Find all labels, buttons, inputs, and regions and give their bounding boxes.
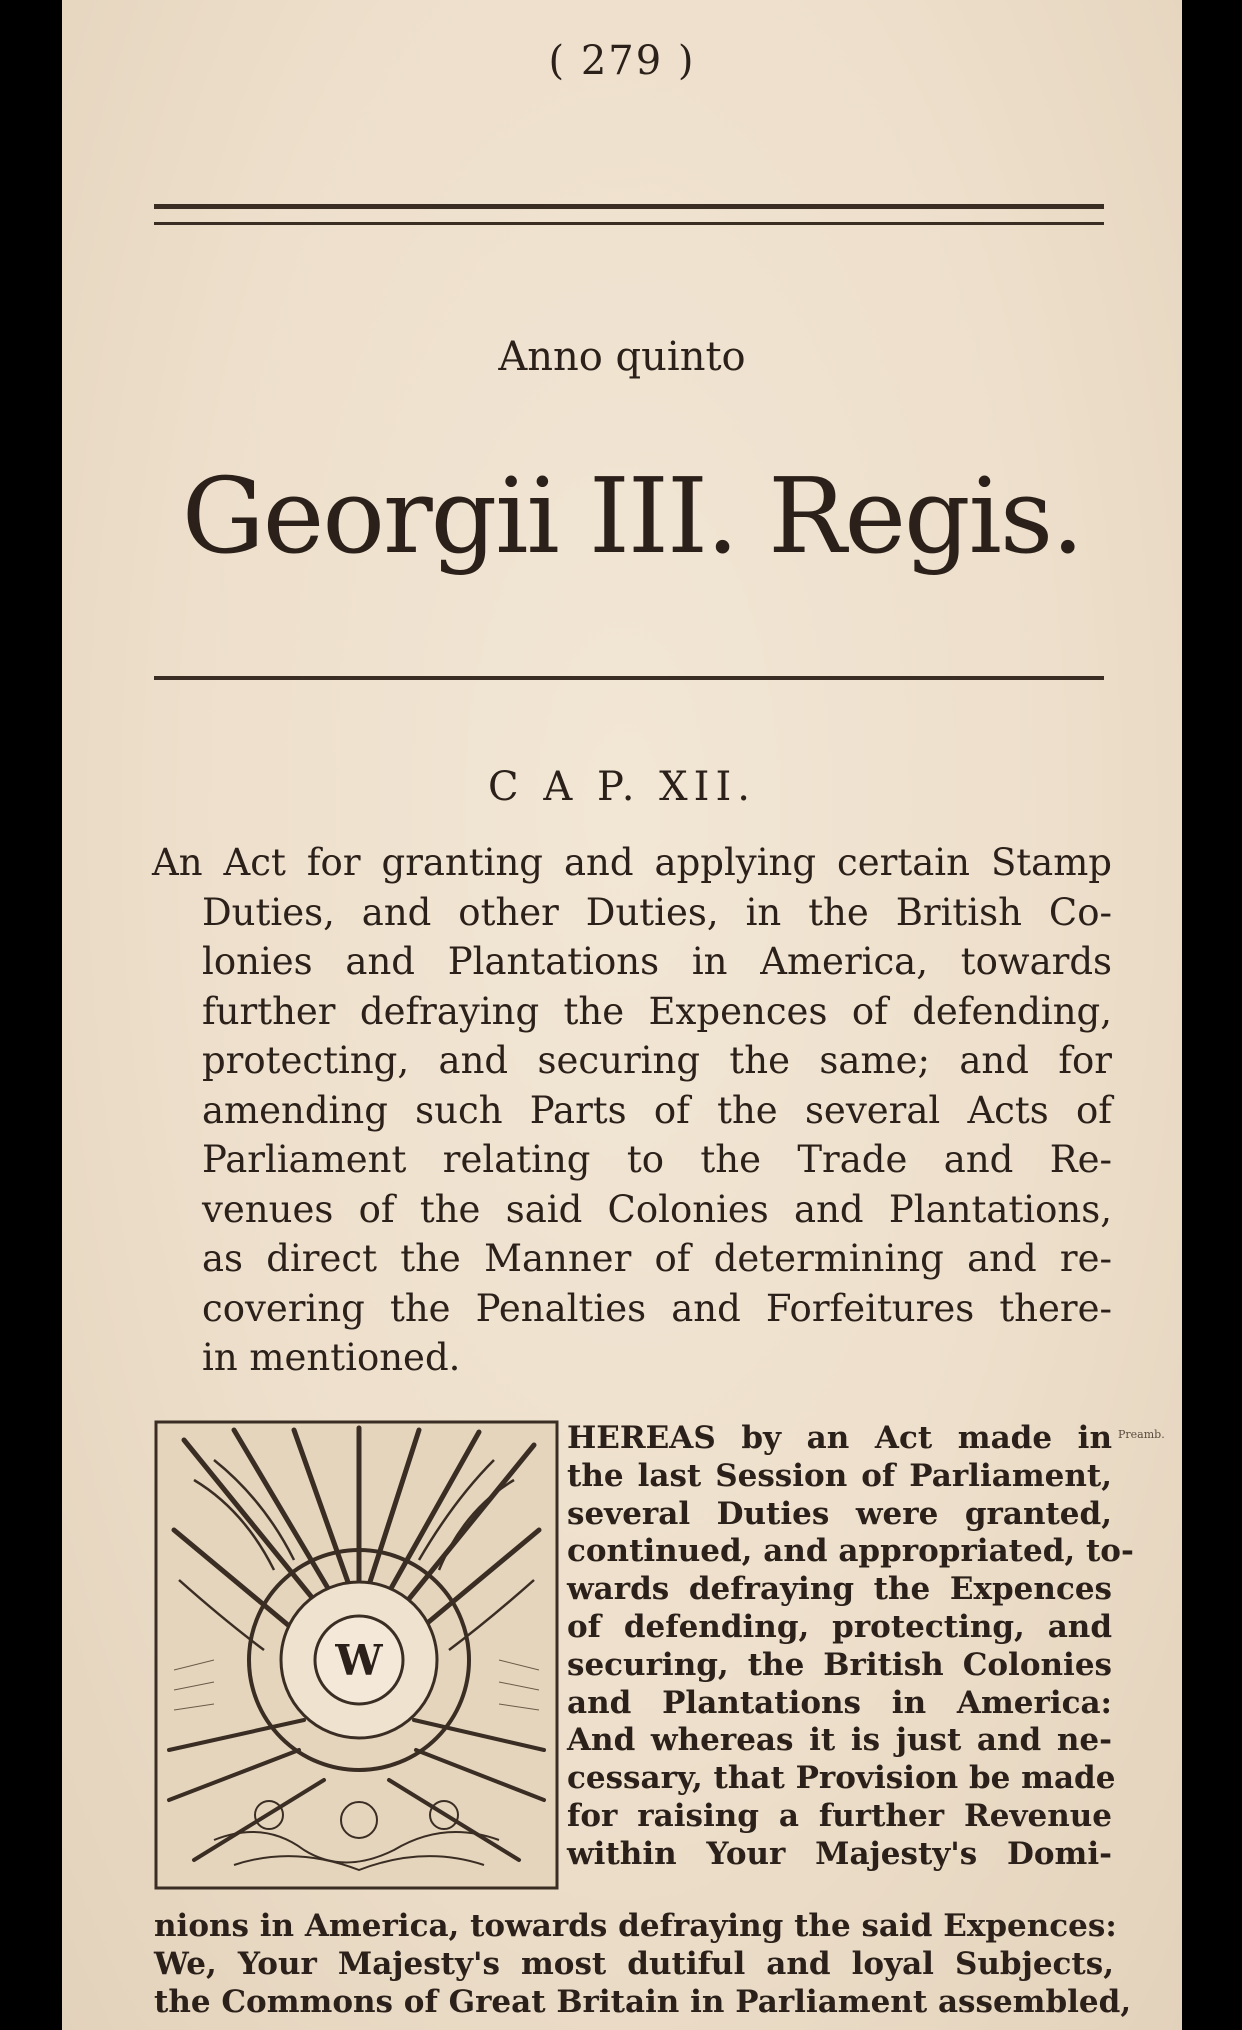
act-line: further defraying the Expences of defending, bbox=[202, 989, 1112, 1033]
act-line: venues of the said Colonies and Plantations, bbox=[202, 1187, 1112, 1231]
title-rule bbox=[154, 676, 1104, 680]
preamble-line: nions in America, towards defraying the said Expences: bbox=[154, 1908, 1117, 1944]
preamble-line: and Plantations in America: bbox=[567, 1684, 1112, 1721]
preamble-line: several Duties were granted, bbox=[567, 1495, 1112, 1532]
preamble-line: cessary, that Provision be made bbox=[567, 1760, 1116, 1797]
header-rule-thick bbox=[154, 204, 1104, 209]
act-line: amending such Parts of the several Acts of bbox=[202, 1088, 1112, 1132]
woodcut-dropcap-illustration bbox=[154, 1420, 559, 1890]
preamble-column bbox=[567, 1420, 1134, 1874]
chapter-heading: C A P. XII. bbox=[488, 764, 756, 810]
act-line: An Act for granting and applying certain Stamp bbox=[152, 841, 1112, 884]
header-rule-thin bbox=[154, 222, 1104, 225]
preamble-line: wards defraying the Expences bbox=[567, 1571, 1112, 1608]
act-line: Parliament relating to the Trade and Re- bbox=[202, 1138, 1112, 1181]
act-line: covering the Penalties and Forfeitures there- bbox=[202, 1286, 1112, 1330]
act-line: in mentioned. bbox=[202, 1336, 461, 1379]
act-line: lonies and Plantations in America, towards bbox=[202, 940, 1112, 983]
regnal-year-heading: Anno quinto bbox=[498, 334, 746, 380]
preamble-line: for raising a further Revenue bbox=[567, 1797, 1112, 1834]
margin-note: Preamb. bbox=[1118, 1428, 1165, 1441]
act-title-paragraph bbox=[152, 838, 1112, 1383]
preamble-line: securing, the British Colonies bbox=[567, 1646, 1112, 1683]
preamble-line: HEREAS by an Act made in bbox=[567, 1420, 1112, 1456]
page-number: ( 279 ) bbox=[548, 38, 696, 84]
preamble-line: of defending, protecting, and bbox=[567, 1608, 1112, 1645]
act-line: protecting, and securing the same; and for bbox=[202, 1039, 1112, 1082]
page-title: Georgii III. Regis. bbox=[181, 455, 1083, 577]
preamble-line: the last Session of Parliament, bbox=[567, 1457, 1112, 1494]
preamble-line: We, Your Majesty's most dutiful and loyal Subjects, bbox=[154, 1946, 1114, 1982]
preamble-line: the Commons of Great Britain in Parliament assembled, bbox=[154, 1984, 1132, 2020]
dropcap-letter: W bbox=[335, 1636, 383, 1685]
act-line: Duties, and other Duties, in the British Co- bbox=[202, 890, 1112, 934]
preamble-continuation bbox=[154, 1907, 1132, 2021]
preamble-line: within Your Majesty's Domi- bbox=[567, 1835, 1112, 1872]
preamble-line: And whereas it is just and ne- bbox=[567, 1722, 1112, 1759]
preamble-line: continued, and appropriated, to- bbox=[567, 1533, 1134, 1570]
document-page bbox=[62, 0, 1182, 2030]
act-line: as direct the Manner of determining and re- bbox=[202, 1237, 1112, 1280]
